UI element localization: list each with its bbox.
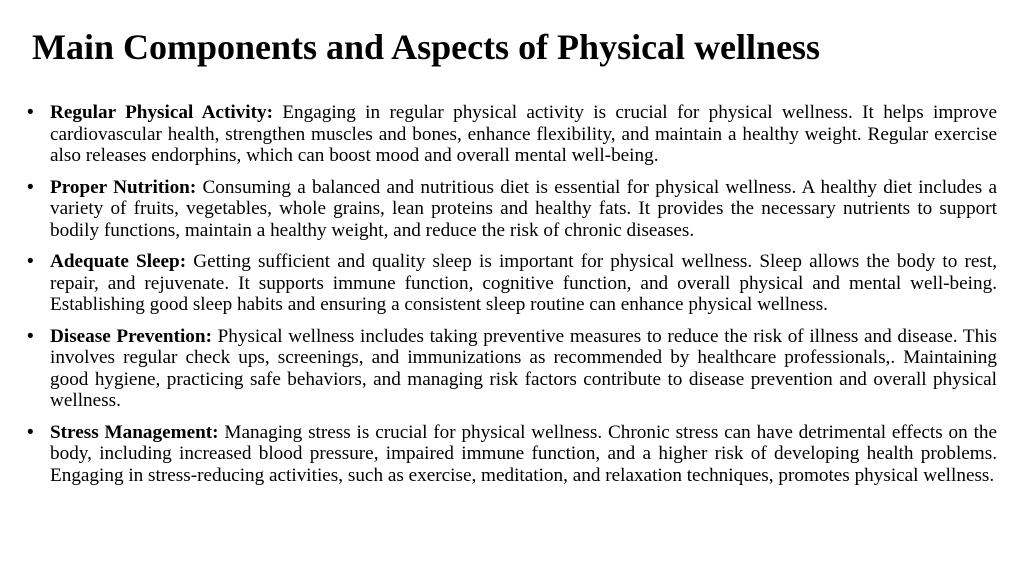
bullet-text: Engaging in regular physical activity is crucial for physical wellness. It helps improve cardiovascular health, strengthen muscles and bones, enhance flexibility, and maintain a healthy weight. Regular exercise also releases endorphins, which can boost mood and overall mental well-being.: [50, 102, 997, 166]
bullet-text: Getting sufficient and quality sleep is important for physical wellness. Sleep allows the body to rest, repair, and rejuvenate. It supports immune function, cognitive function, and overall physical and mental well-being. Establishing good sleep habits and ensuring a consistent sleep routine can enhance physical wellness.: [50, 251, 997, 315]
bullet-text: Physical wellness includes taking preventive measures to reduce the risk of illness and disease. This involves regular check ups, screenings, and immunizations as recommended by healthcare professionals,. Maintaining good hygiene, practicing safe behaviors, and managing risk factors contribute to disease prevention and overall physical wellness.: [50, 325, 997, 411]
bullet-item-disease-prevention: [27, 326, 997, 412]
bullet-icon: •: [27, 176, 34, 198]
bullet-item-sleep: [27, 251, 997, 316]
bullet-item-nutrition: [27, 177, 997, 242]
bullet-term: Disease Prevention:: [50, 325, 218, 347]
bullet-term: Adequate Sleep:: [50, 251, 194, 272]
bullet-text: Consuming a balanced and nutritious diet is essential for physical wellness. A healthy diet includes a variety of fruits, vegetables, whole grains, lean proteins and healthy fats. It provides the necessary nutrients to support bodily functions, maintain a healthy weight, and reduce the risk of chronic diseases.: [50, 176, 998, 241]
bullet-item-stress-management: [27, 422, 997, 487]
bullet-icon: •: [27, 325, 34, 347]
bullet-icon: •: [27, 102, 34, 123]
bullet-icon: •: [27, 421, 34, 443]
slide-title: Main Components and Aspects of Physical wellness: [32, 27, 821, 67]
bullet-term: Proper Nutrition:: [50, 176, 203, 198]
bullet-icon: •: [27, 251, 34, 272]
bullet-term: Regular Physical Activity:: [50, 102, 283, 123]
bullet-list: [27, 102, 997, 496]
bullet-term: Stress Management:: [50, 421, 225, 443]
bullet-text: Managing stress is crucial for physical wellness. Chronic stress can have detrimental effects on the body, including increased blood pressure, impaired immune function, and a higher risk of developing health problems. Engaging in stress-reducing activities, such as exercise, meditation, and relaxation techniques, promotes physical wellness.: [50, 421, 998, 486]
bullet-item-physical-activity: [27, 102, 997, 167]
